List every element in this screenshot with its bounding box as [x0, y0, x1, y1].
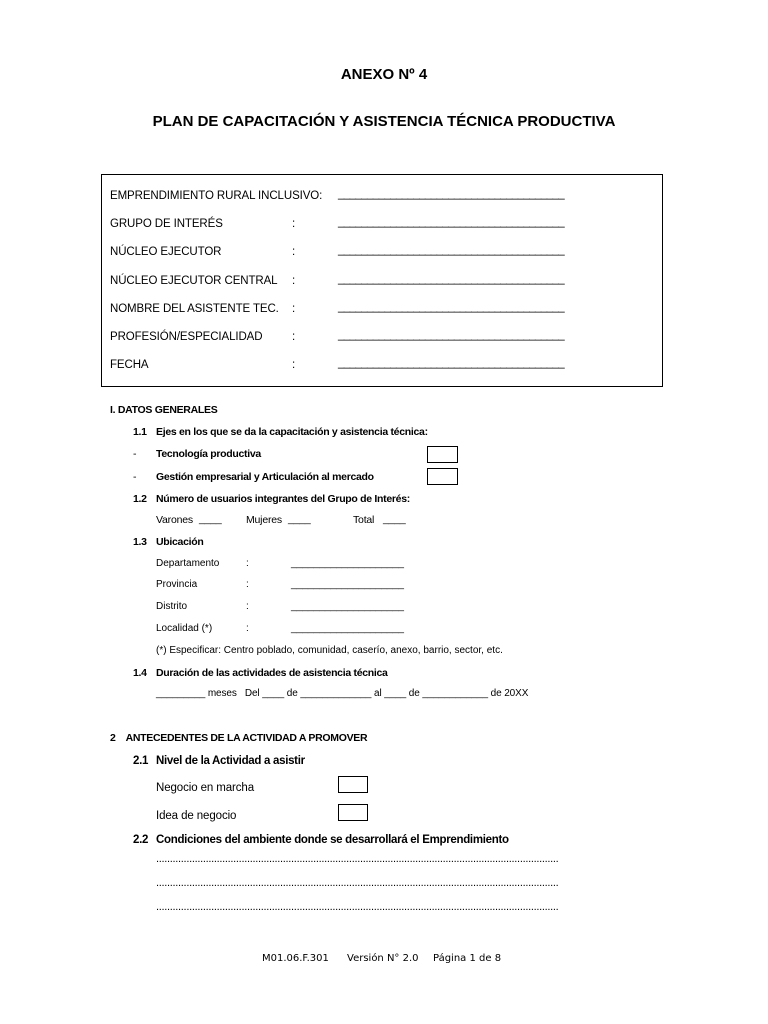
mujeres-label: Mujeres [246, 514, 282, 526]
info-blank-line[interactable]: _______________________________________ [338, 244, 565, 256]
axis-option-label: Tecnología productiva [156, 448, 261, 460]
info-blank-line[interactable]: _______________________________________ [338, 273, 565, 285]
annex-title: ANEXO Nº 4 [340, 66, 428, 83]
subsection-title: Condiciones del ambiente donde se desarrollará el Emprendimiento [156, 834, 509, 846]
subsection-number: 1.2 [133, 493, 147, 505]
info-label: NÚCLEO EJECUTOR CENTRAL [110, 275, 278, 287]
info-colon: : [292, 275, 296, 287]
varones-blank[interactable]: ____ [199, 513, 222, 525]
negocio-checkbox[interactable] [338, 776, 368, 793]
dotted-line[interactable]: .................................................................................................................................................. [156, 901, 559, 913]
location-label: Distrito [156, 601, 188, 612]
info-label: EMPRENDIMIENTO RURAL INCLUSIVO: [110, 190, 323, 202]
bullet: - [133, 448, 137, 460]
subsection-title: Ubicación [156, 536, 204, 548]
subsection-number: 1.3 [133, 536, 147, 548]
location-colon: : [246, 558, 249, 569]
subsection-title: Ejes en los que se da la capacitación y asistencia técnica: [156, 426, 428, 438]
activity-option-label: Idea de negocio [156, 810, 237, 822]
subsection-number: 1.4 [133, 667, 147, 679]
info-label: PROFESIÓN/ESPECIALIDAD [110, 331, 263, 343]
gestion-checkbox[interactable] [427, 468, 458, 485]
axis-option-label: Gestión empresarial y Articulación al mercado [156, 471, 374, 483]
footer-code: M01.06.F.301 [262, 953, 329, 964]
location-note: (*) Especificar: Centro poblado, comunidad, caserío, anexo, barrio, sector, etc. [156, 645, 503, 656]
location-blank[interactable]: ____________________ [291, 622, 404, 634]
location-colon: : [246, 623, 249, 634]
subsection-title: Número de usuarios integrantes del Grupo de Interés: [156, 493, 410, 505]
activity-option-label: Negocio en marcha [156, 782, 255, 794]
duration-line[interactable]: _________ meses Del ____ de _____________ al ____ de ____________ de 20XX [156, 688, 529, 699]
info-label: FECHA [110, 359, 149, 371]
location-label: Localidad (*) [156, 623, 213, 634]
mujeres-blank[interactable]: ____ [288, 513, 311, 525]
total-label: Total [353, 514, 375, 526]
varones-label: Varones [156, 514, 193, 526]
footer-page: Página 1 de 8 [433, 953, 502, 964]
info-colon: : [292, 359, 296, 371]
info-blank-line[interactable]: _______________________________________ [338, 216, 565, 228]
footer-version: Versión N° 2.0 [347, 953, 419, 964]
info-colon: : [292, 218, 296, 230]
section-heading: I. DATOS GENERALES [110, 404, 218, 416]
tecnologia-checkbox[interactable] [427, 446, 458, 463]
total-blank[interactable]: ____ [383, 513, 406, 525]
location-blank[interactable]: ____________________ [291, 600, 404, 612]
info-blank-line[interactable]: _______________________________________ [338, 357, 565, 369]
location-blank[interactable]: ____________________ [291, 578, 404, 590]
info-colon: : [292, 331, 296, 343]
info-label: NÚCLEO EJECUTOR [110, 246, 222, 258]
info-blank-line[interactable]: _______________________________________ [338, 329, 565, 341]
section-heading: 2 ANTECEDENTES DE LA ACTIVIDAD A PROMOVER [110, 732, 368, 744]
subsection-title: Nivel de la Actividad a asistir [156, 755, 305, 767]
idea-checkbox[interactable] [338, 804, 368, 821]
info-blank-line[interactable]: _______________________________________ [338, 301, 565, 313]
page-title: PLAN DE CAPACITACIÓN Y ASISTENCIA TÉCNICA PRODUCTIVA [152, 113, 616, 130]
location-blank[interactable]: ____________________ [291, 557, 404, 569]
location-colon: : [246, 579, 249, 590]
info-colon: : [292, 246, 296, 258]
subsection-number: 2.2 [133, 834, 149, 846]
info-label: NOMBRE DEL ASISTENTE TEC. [110, 303, 279, 315]
location-colon: : [246, 601, 249, 612]
subsection-number: 1.1 [133, 426, 147, 438]
location-label: Departamento [156, 558, 220, 569]
subsection-title: Duración de las actividades de asistencia técnica [156, 667, 388, 679]
info-label: GRUPO DE INTERÉS [110, 218, 223, 230]
dotted-line[interactable]: .................................................................................................................................................. [156, 853, 559, 865]
info-blank-line[interactable]: _______________________________________ [338, 188, 565, 200]
bullet: - [133, 471, 137, 483]
info-colon: : [292, 303, 296, 315]
dotted-line[interactable]: .................................................................................................................................................. [156, 877, 559, 889]
location-label: Provincia [156, 579, 198, 590]
subsection-number: 2.1 [133, 755, 149, 767]
